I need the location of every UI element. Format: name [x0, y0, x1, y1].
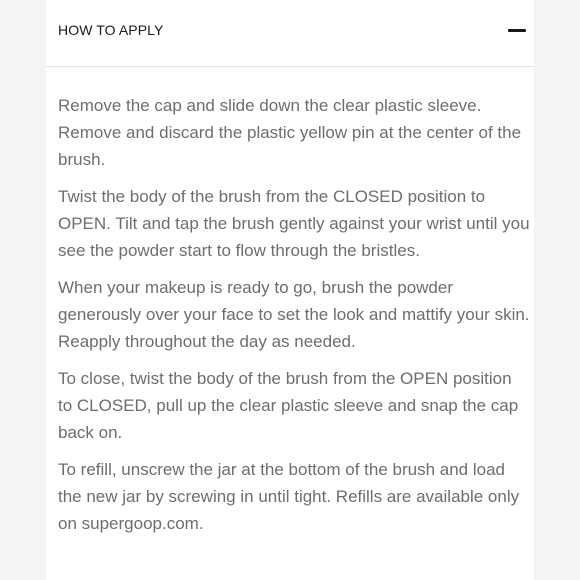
instruction-paragraph-5: To refill, unscrew the jar at the bottom of the brush and load the new jar by screwing in until tight. Refills are available only on supergoop.com. — [58, 460, 520, 533]
accordion-panel — [46, 0, 534, 580]
accordion-header-how-to-apply[interactable] — [46, 0, 534, 67]
instruction-paragraph-3: When your makeup is ready to go, brush the powder generously over your face to set the look and mattify your skin. Reapply throughout the day as needed. — [58, 278, 530, 351]
instruction-paragraph-1: Remove the cap and slide down the clear plastic sleeve. Remove and discard the plastic yellow pin at the center of the brush. — [58, 96, 522, 169]
instruction-paragraph-2: Twist the body of the brush from the CLOSED position to OPEN. Tilt and tap the brush gently against your wrist until you see the powder start to flow through the bristles. — [58, 187, 530, 260]
accordion-content — [58, 92, 530, 547]
accordion-title: HOW TO APPLY — [58, 22, 164, 38]
minus-icon[interactable] — [508, 29, 526, 32]
instruction-paragraph-4: To close, twist the body of the brush from the OPEN position to CLOSED, pull up the clear plastic sleeve and snap the cap back on. — [58, 369, 519, 442]
